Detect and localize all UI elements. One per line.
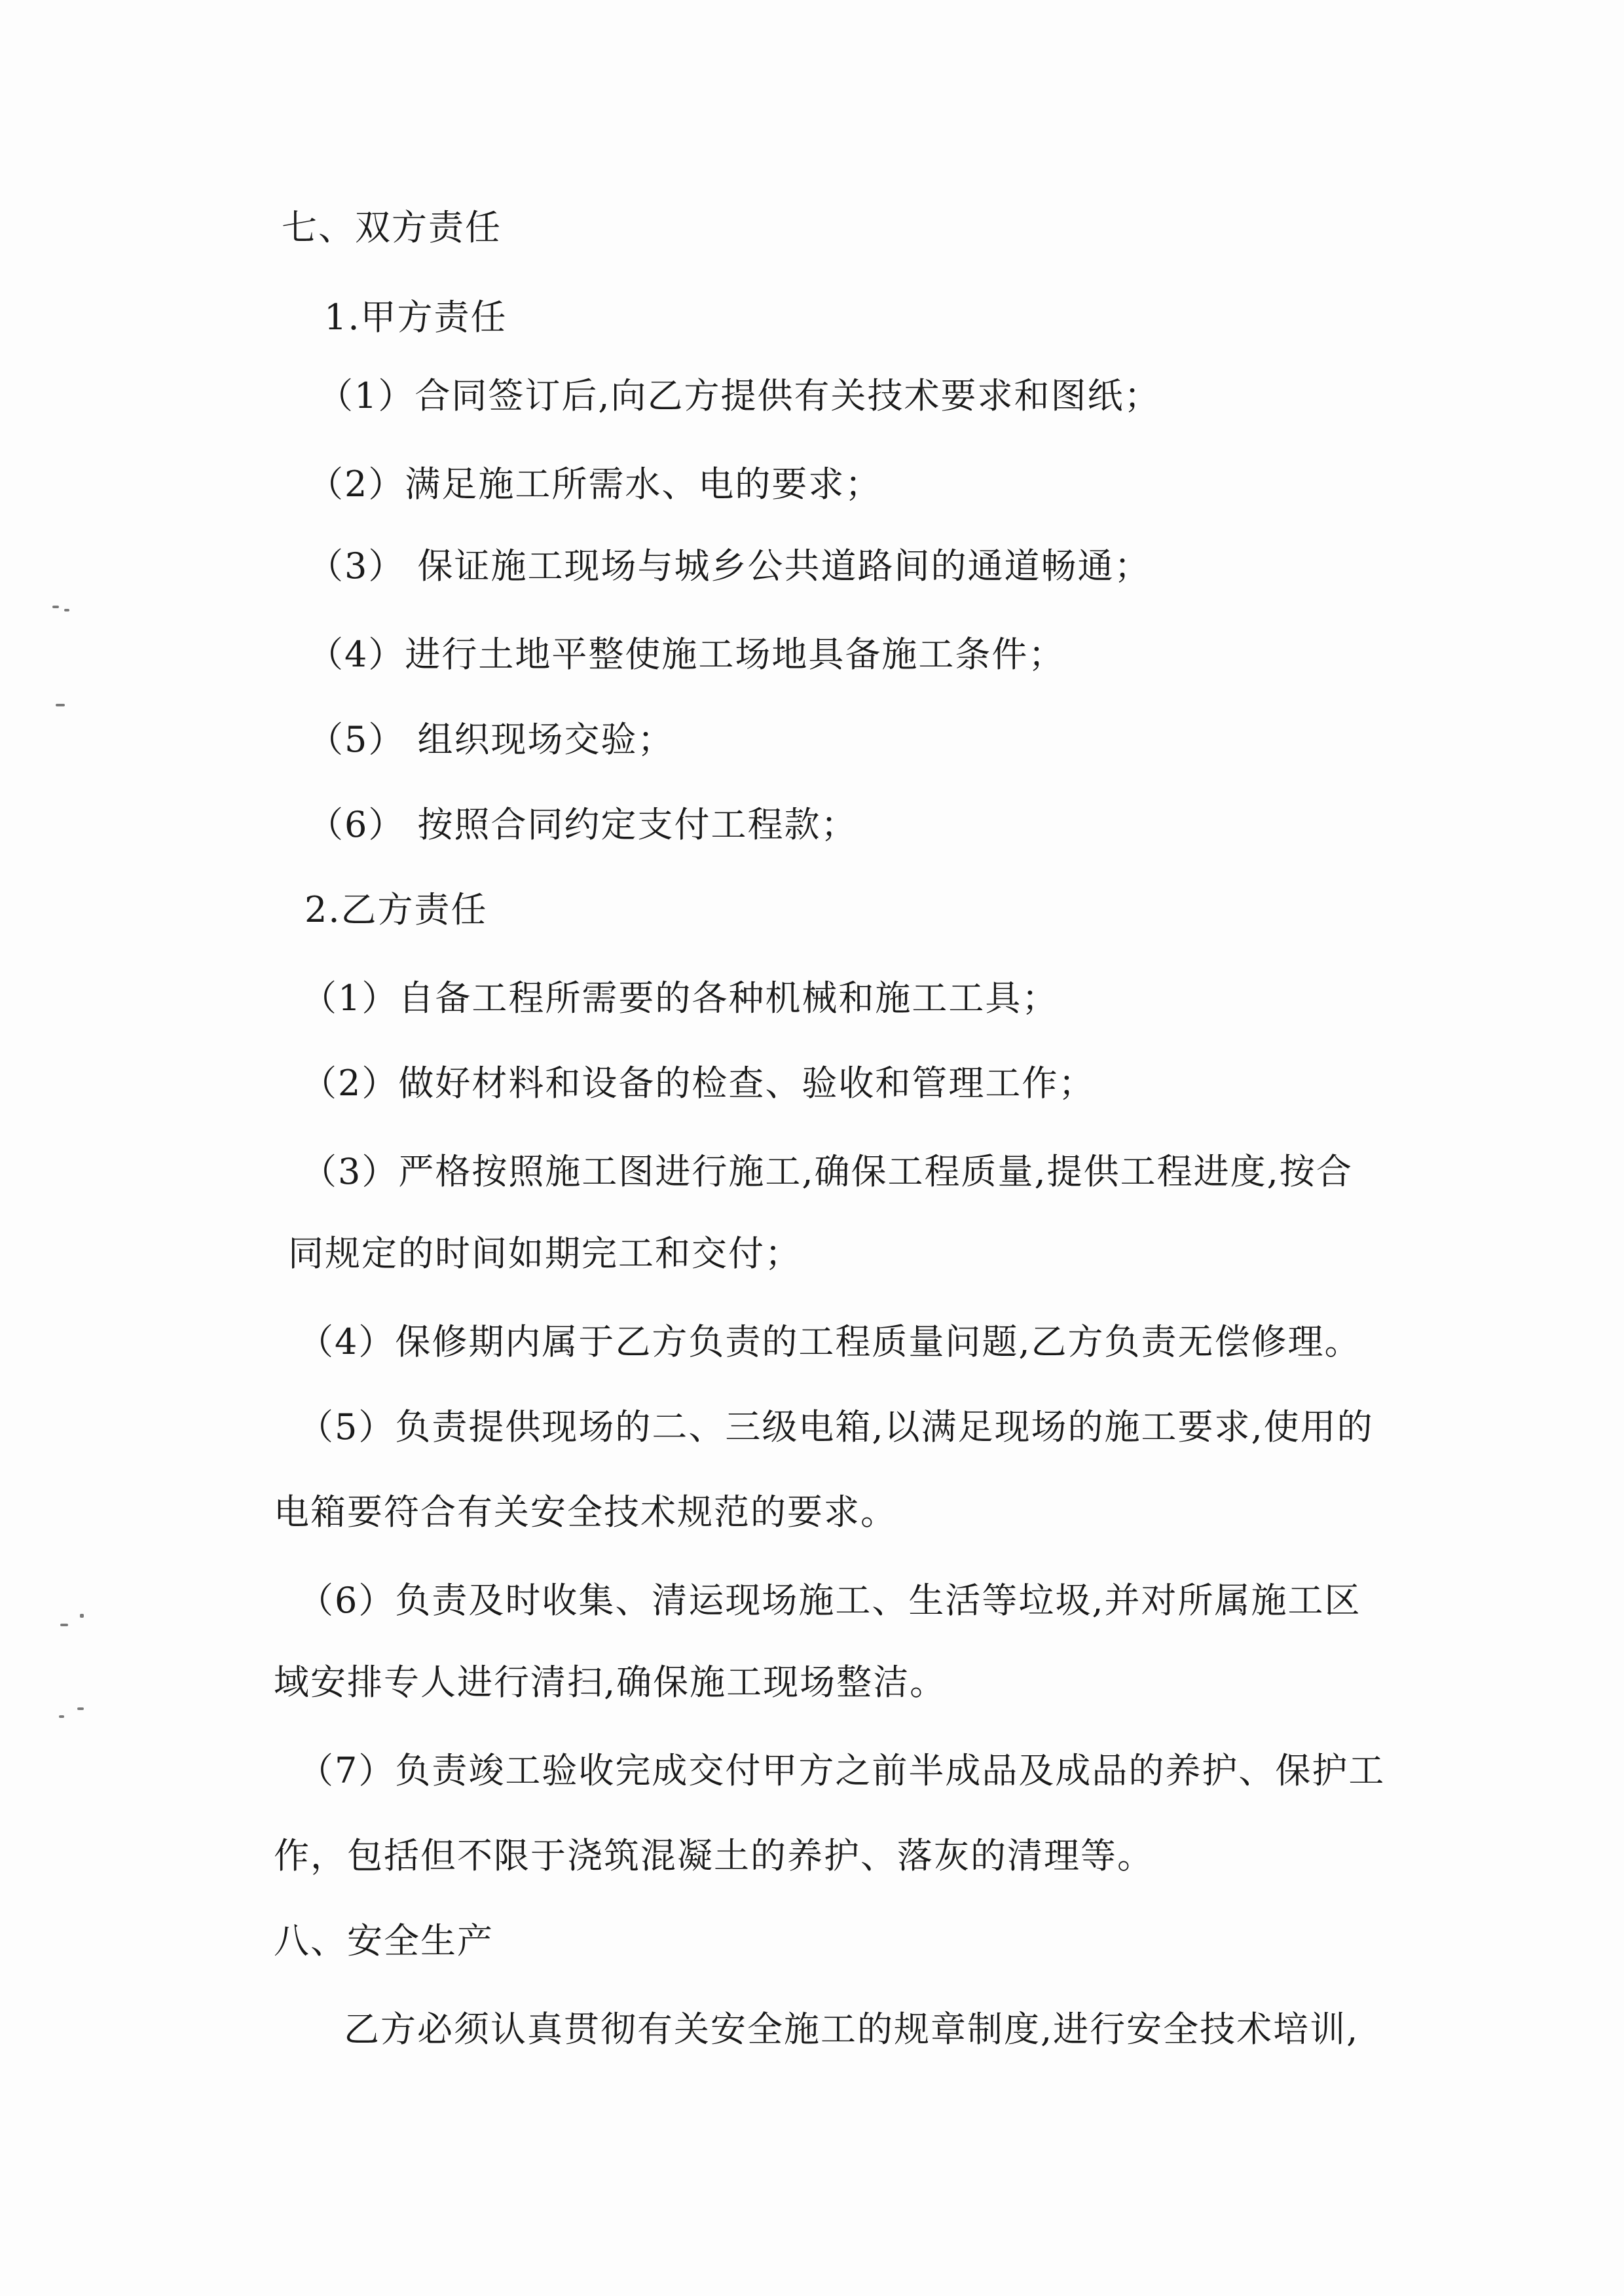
scan-speck — [60, 1624, 68, 1626]
scan-speck — [80, 1614, 84, 1618]
party-b-item-2: （2）做好材料和设备的检查、验收和管理工作； — [301, 1063, 1096, 1104]
subsection-title-party-a: 1.甲方责任 — [324, 297, 507, 338]
section-heading-7: 七、双方责任 — [282, 207, 502, 248]
party-a-item-6: （6） 按照合同约定支付工程款； — [308, 804, 858, 845]
section-heading-8: 八、安全生产 — [274, 1920, 494, 1961]
party-b-item-6-continued: 域安排专人进行清扫,确保施工现场整洁。 — [274, 1662, 947, 1703]
party-b-item-7-continued: 作，包括但不限于浇筑混凝土的养护、落灰的清理等。 — [274, 1835, 1154, 1876]
party-a-item-3: （3） 保证施工现场与城乡公共道路间的通道畅通； — [308, 545, 1151, 587]
party-b-item-3-continued: 同规定的时间如期完工和交付； — [288, 1233, 802, 1274]
party-a-item-2: （2）满足施工所需水、电的要求； — [308, 464, 882, 505]
party-a-item-4: （4）进行土地平整使施工场地具备施工条件； — [308, 634, 1065, 675]
section-8-paragraph: 乙方必须认真贯彻有关安全施工的规章制度,进行安全技术培训, — [344, 2009, 1359, 2050]
subsection-title-party-b: 2.乙方责任 — [304, 889, 488, 930]
scan-speck — [77, 1707, 84, 1710]
party-b-item-6: （6）负责及时收集、清运现场施工、生活等垃圾,并对所属施工区 — [298, 1580, 1361, 1621]
scan-speck — [64, 609, 69, 611]
party-b-item-3: （3）严格按照施工图进行施工,确保工程质量,提供工程进度,按合 — [301, 1151, 1353, 1192]
party-b-item-1: （1）自备工程所需要的各种机械和施工工具； — [301, 977, 1059, 1019]
scan-speck — [59, 1715, 64, 1718]
scan-speck — [56, 704, 65, 706]
scan-speck — [52, 606, 59, 608]
party-b-item-5: （5）负责提供现场的二、三级电箱,以满足现场的施工要求,使用的 — [298, 1406, 1374, 1448]
party-b-item-5-continued: 电箱要符合有关安全技术规范的要求。 — [274, 1491, 897, 1533]
party-b-item-4: （4）保修期内属于乙方负责的工程质量问题,乙方负责无偿修理。 — [298, 1321, 1361, 1362]
party-a-item-5: （5） 组织现场交验； — [308, 719, 674, 760]
party-b-item-7: （7）负责竣工验收完成交付甲方之前半成品及成品的养护、保护工 — [298, 1750, 1386, 1791]
party-a-item-1: （1）合同签订后,向乙方提供有关技术要求和图纸； — [318, 375, 1161, 416]
